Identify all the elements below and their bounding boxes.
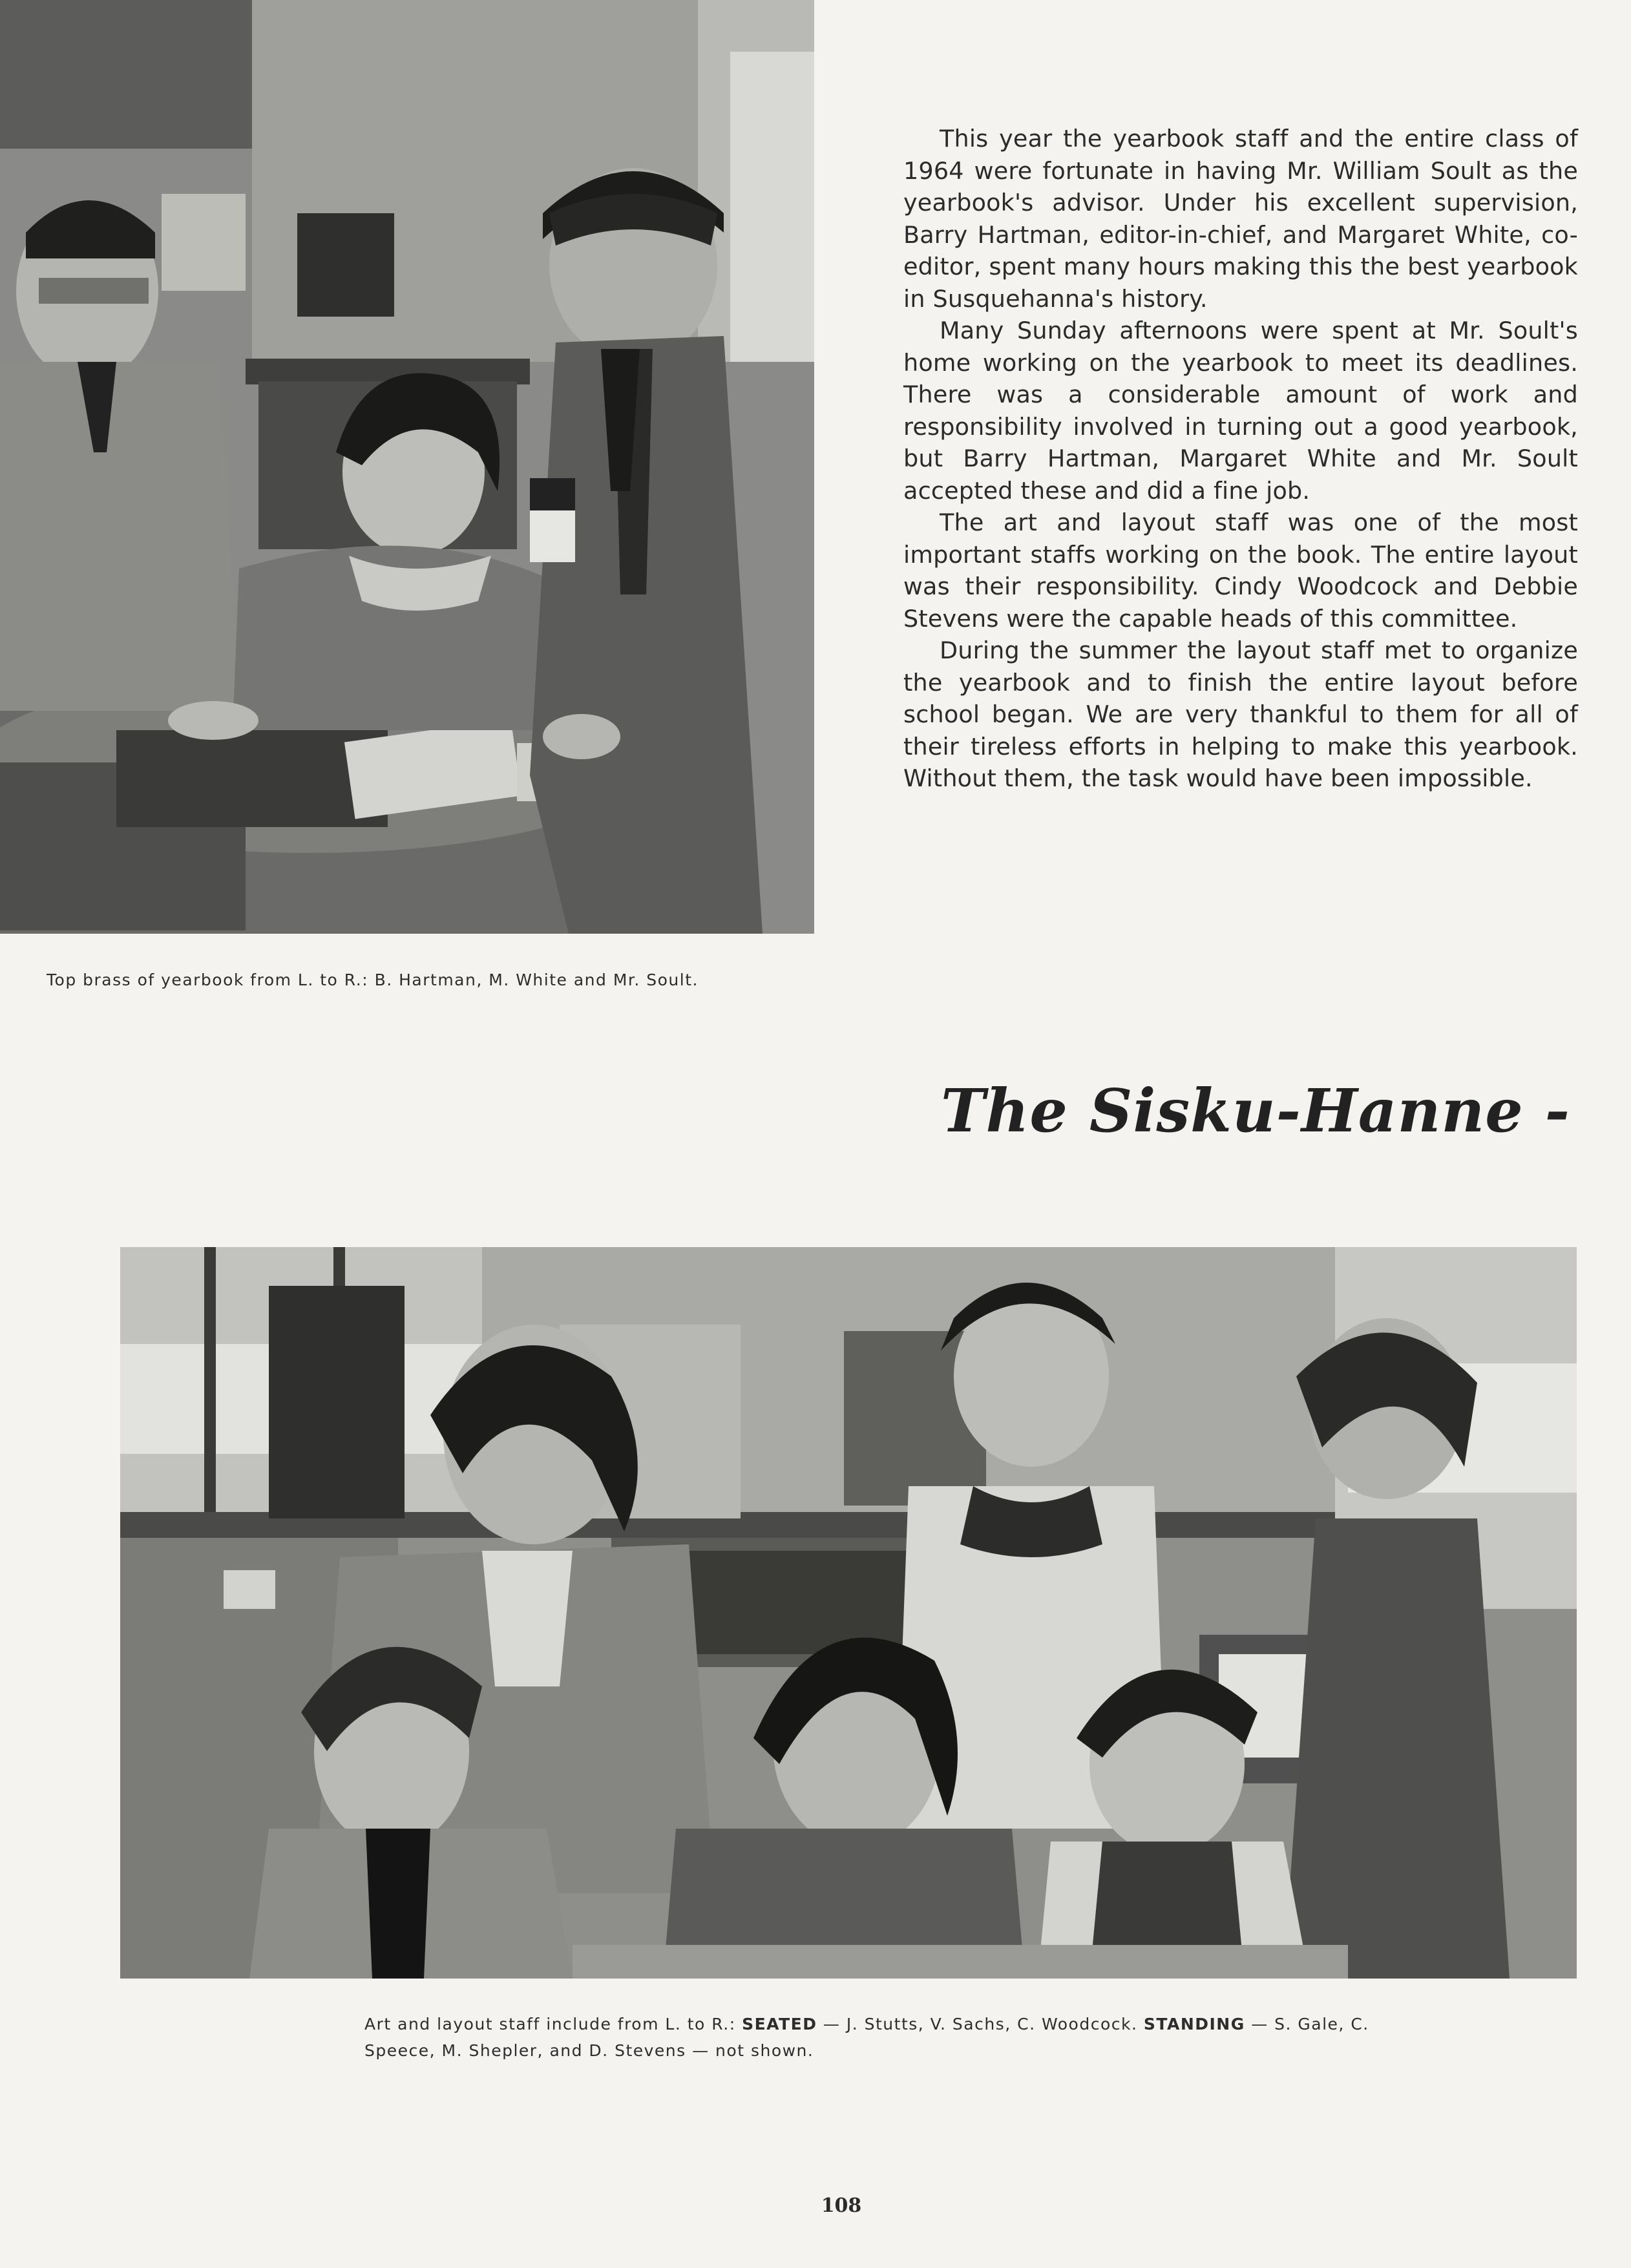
photo-layout-staff-image	[120, 1247, 1577, 1979]
article-paragraph: This year the yearbook staff and the entire class of 1964 were fortunate in having Mr. William Soult as the yearbook's advisor. Under his excellent supervision, Barry Hartman, editor-in-chief, and Margaret White, co-editor, spent many hours making this the best yearbook in Susquehanna's history.	[903, 125, 1578, 313]
caption-bottom-prefix: Art and layout staff include from L. to R.:	[364, 2015, 736, 2033]
page-number: 108	[821, 2194, 862, 2217]
article-text	[903, 123, 1578, 795]
caption-bottom-photo	[364, 2011, 1373, 2064]
caption-standing-names: — S. Gale, C. Speece, M. Shepler, and D. Stevens — not shown.	[364, 2015, 1369, 2060]
caption-seated-names: — J. Stutts, V. Sachs, C. Woodcock.	[823, 2015, 1138, 2033]
article-paragraph: During the summer the layout staff met to organize the yearbook and to finish the entire layout before school began. We are very thankful to them for all of their tireless efforts in helping to make this yearbook. Without them, the task would have been impossible.	[903, 636, 1578, 792]
photo-yearbook-editors	[0, 0, 814, 934]
article-paragraph: Many Sunday afternoons were spent at Mr. Soult's home working on the yearbook to meet its deadlines. There was a considerable amount of work and responsibility involved in turning out a good yearbook, but Barry Hartman, Margaret White and Mr. Soult accepted these and did a fine job.	[903, 317, 1578, 505]
article-paragraph: The art and layout staff was one of the most important staffs working on the book. The entire layout was their responsibility. Cindy Woodcock and Debbie Stevens were the capable heads of this committee.	[903, 509, 1578, 633]
caption-top-photo: Top brass of yearbook from L. to R.: B. Hartman, M. White and Mr. Soult.	[47, 971, 699, 989]
photo-layout-staff	[120, 1247, 1577, 1979]
caption-seated-label: SEATED	[742, 2015, 817, 2033]
caption-standing-label: STANDING	[1143, 2015, 1245, 2033]
section-title: The Sisku-Hanne -	[941, 1076, 1570, 1146]
photo-yearbook-editors-image	[0, 0, 814, 934]
